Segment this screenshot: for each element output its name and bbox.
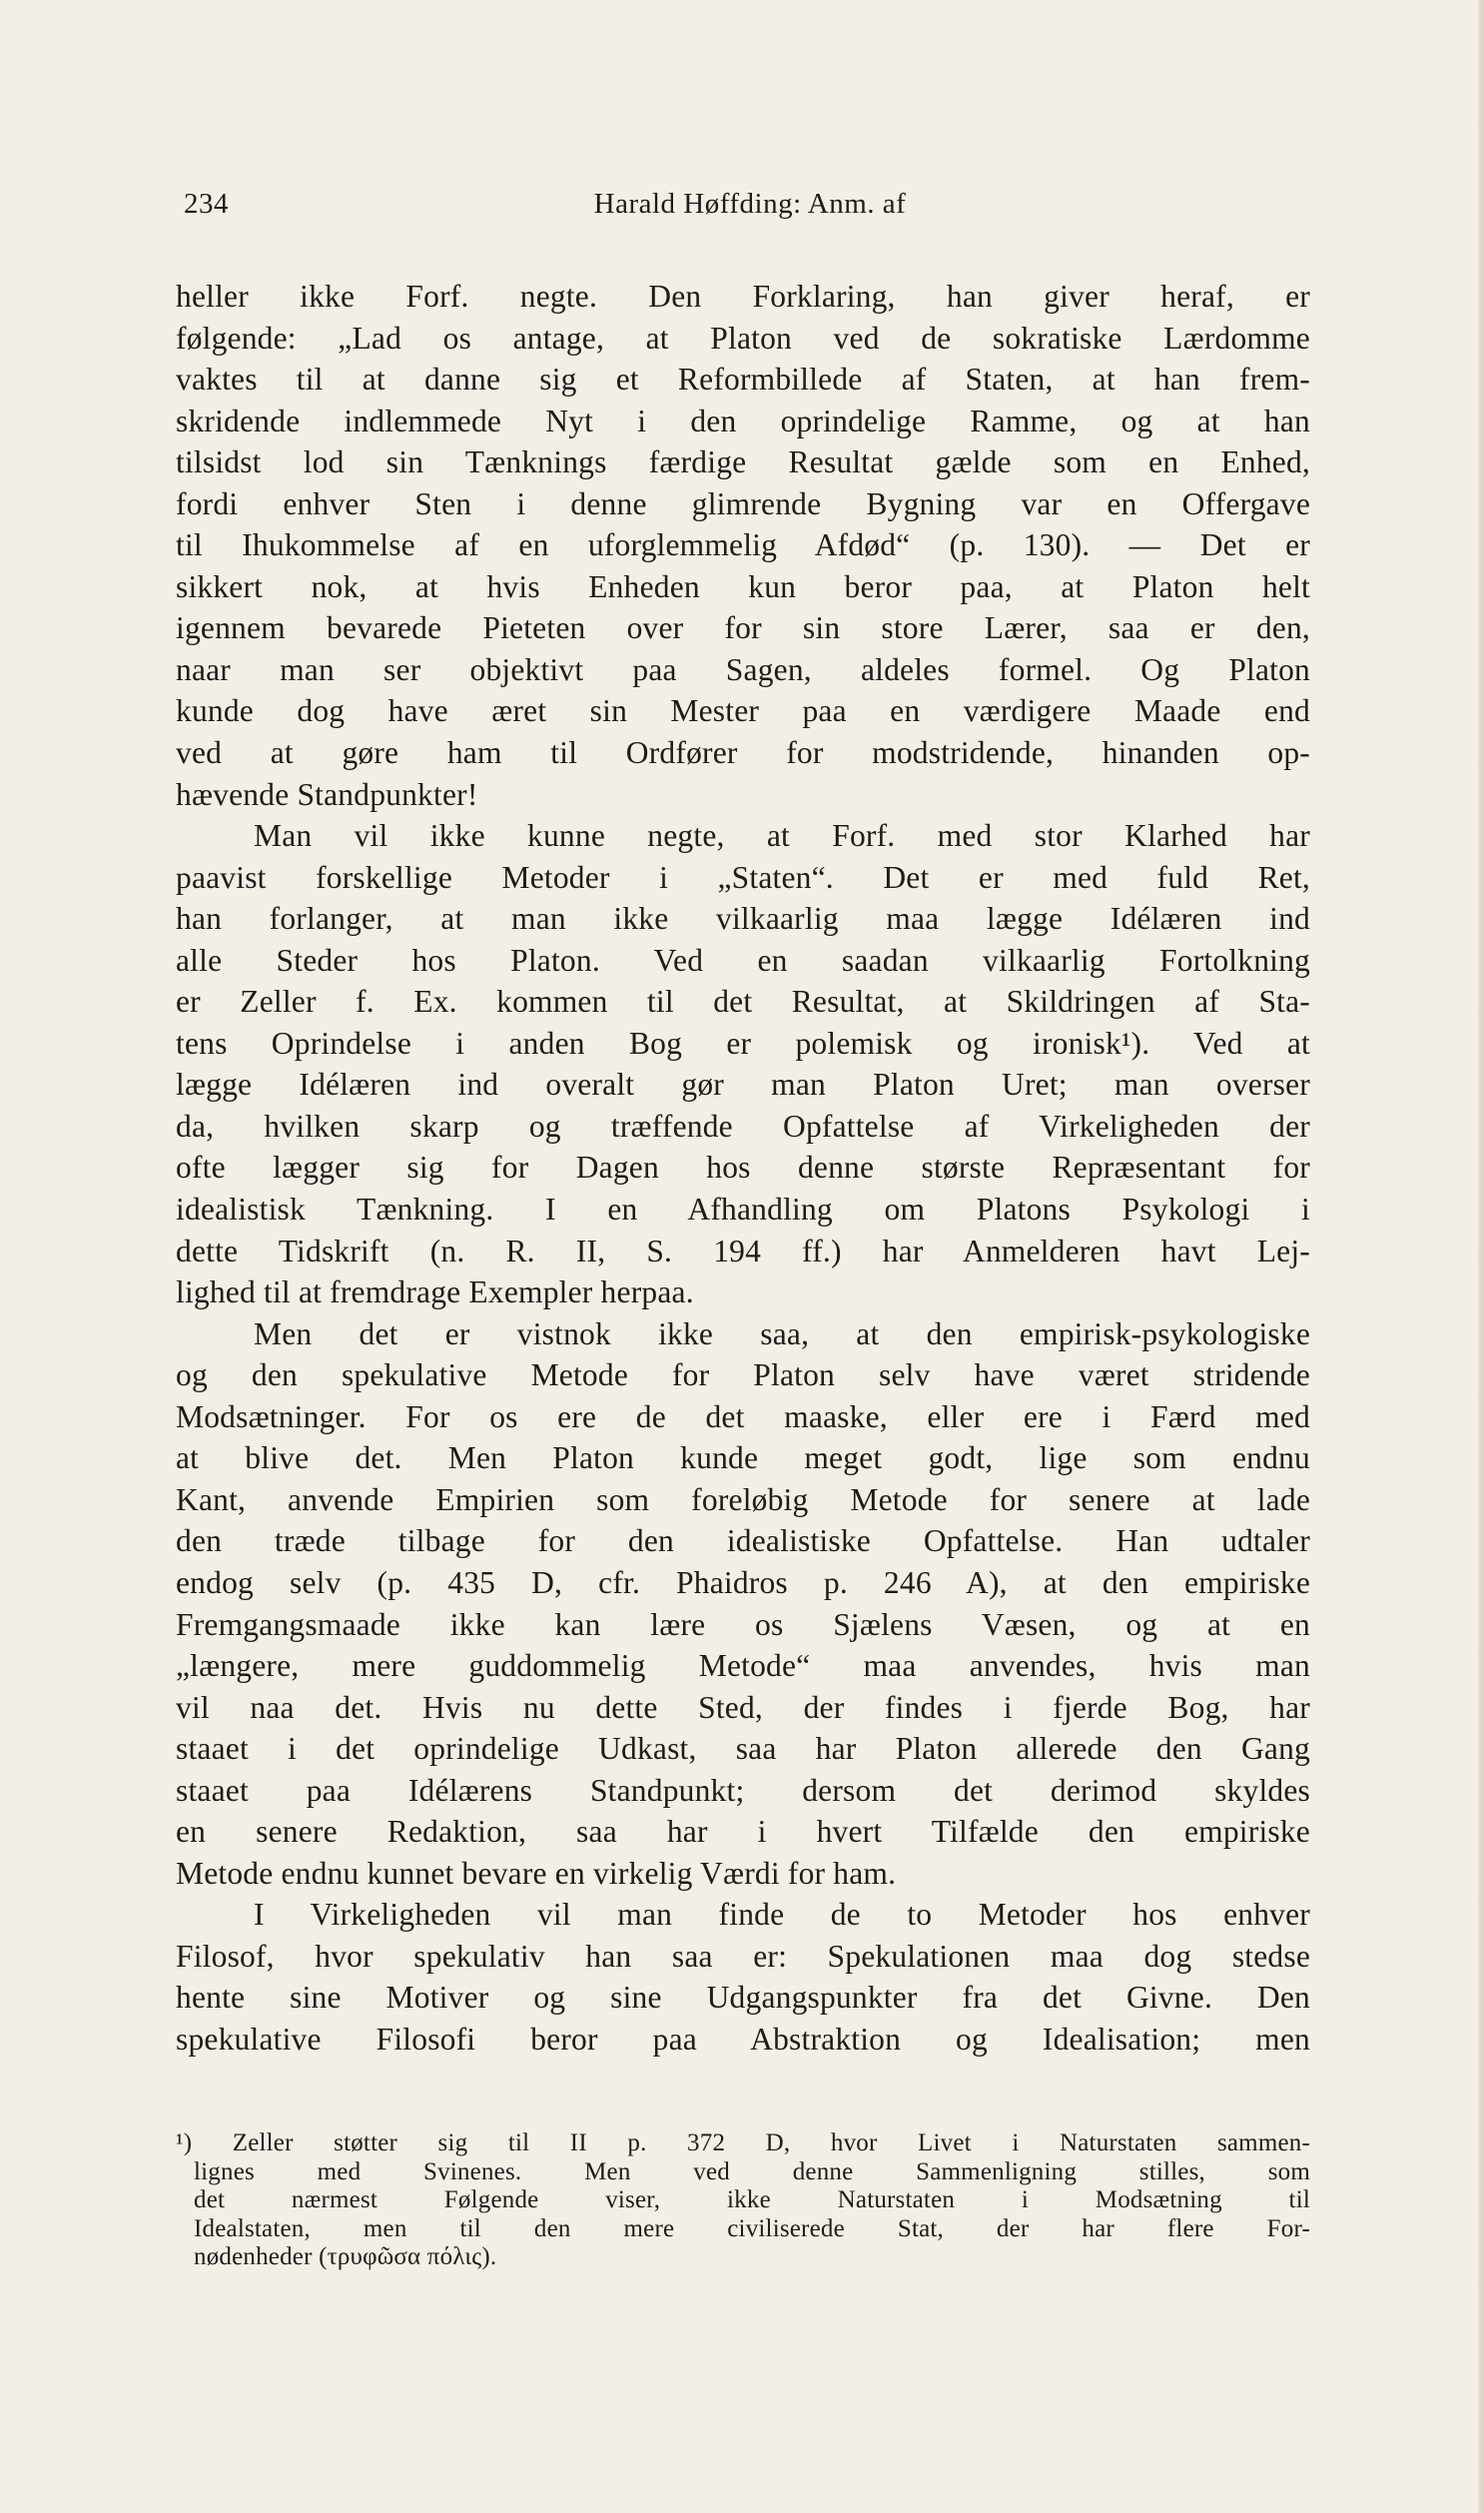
text-line: igennem bevarede Pieteten over for sin store Lærer, saa er den, — [176, 610, 1310, 646]
footnotes — [176, 2129, 1310, 2272]
text-line: spekulative Filosofi beror paa Abstraktion og Idealisation; men — [176, 2021, 1310, 2057]
text-line: til Ihukommelse af en uforglemmelig Afdød“ (p. 130). — Det er — [176, 527, 1310, 563]
text-line: er Zeller f. Ex. kommen til det Resultat, at Skildringen af Sta- — [176, 984, 1310, 1020]
text-line: Fremgangsmaade ikke kan lære os Sjælens Væsen, og at en — [176, 1606, 1310, 1642]
text-line: da, hvilken skarp og træffende Opfattelse af Virkeligheden der — [176, 1108, 1310, 1144]
text-line: og den spekulative Metode for Platon selv have været stridende — [176, 1357, 1310, 1393]
text-line: skridende indlemmede Nyt i den oprindelige Ramme, og at han — [176, 403, 1310, 438]
footnote-line: lignes med Svinenes. Men ved denne Sammenligning stilles, som — [194, 2157, 1310, 2185]
text-line: fordi enhver Sten i denne glimrende Bygning var en Offergave — [176, 485, 1310, 521]
text-line: vaktes til at danne sig et Reformbillede af Staten, at han frem- — [176, 362, 1310, 398]
text-line: dette Tidskrift (n. R. II, S. 194 ff.) har Anmelderen havt Lej- — [176, 1233, 1310, 1268]
footnote-line: det nærmest Følgende viser, ikke Naturstaten i Modsætning til — [194, 2186, 1310, 2214]
running-title: Harald Høffding: Anm. af — [593, 188, 907, 220]
body-text — [176, 276, 1310, 2061]
text-line: at blive det. Men Platon kunde meget godt, lige som endnu — [176, 1440, 1310, 1476]
text-line: staaet paa Idélærens Standpunkt; dersom det derimod skyldes — [176, 1772, 1310, 1808]
text-line: lighed til at fremdrage Exempler herpaa. — [176, 1274, 694, 1310]
page-header — [184, 188, 1316, 232]
text-line: tens Oprindelse i anden Bog er polemisk og ironisk¹). Ved at — [176, 1025, 1310, 1061]
text-line: hævende Standpunkter! — [176, 776, 478, 812]
text-line: Metode endnu kunnet bevare en virkelig Værdi for ham. — [176, 1855, 897, 1891]
text-line: alle Steder hos Platon. Ved en saadan vilkaarlig Fortolkning — [176, 942, 1310, 978]
text-line: vil naa det. Hvis nu dette Sted, der findes i fjerde Bog, har — [176, 1689, 1310, 1725]
text-line: tilsidst lod sin Tænknings færdige Resultat gælde som en Enhed, — [176, 444, 1310, 480]
footnote-line: nødenheder (τρυφῶσα πόλις). — [194, 2243, 497, 2271]
text-line: Man vil ikke kunne negte, at Forf. med stor Klarhed har — [254, 818, 1310, 854]
text-line: I Virkeligheden vil man finde de to Metoder hos enhver — [254, 1897, 1310, 1933]
text-line: hente sine Motiver og sine Udgangspunkter fra det Givne. Den — [176, 1980, 1310, 2016]
text-line: paavist forskellige Metoder i „Staten“. Det er med fuld Ret, — [176, 859, 1310, 895]
text-line: lægge Idélæren ind overalt gør man Platon Uret; man overser — [176, 1067, 1310, 1103]
footnote-line: ¹) Zeller støtter sig til II p. 372 D, hvor Livet i Naturstaten sammen- — [176, 2129, 1310, 2156]
text-line: den træde tilbage for den idealistiske Opfattelse. Han udtaler — [176, 1523, 1310, 1559]
text-line: endog selv (p. 435 D, cfr. Phaidros p. 246 A), at den empiriske — [176, 1564, 1310, 1600]
text-line: ofte lægger sig for Dagen hos denne største Repræsentant for — [176, 1150, 1310, 1186]
text-line: heller ikke Forf. negte. Den Forklaring, han giver heraf, er — [176, 279, 1310, 314]
text-line: en senere Redaktion, saa har i hvert Tilfælde den empiriske — [176, 1814, 1310, 1850]
text-line: Men det er vistnok ikke saa, at den empirisk-psykologiske — [254, 1315, 1310, 1351]
footnote-line: Idealstaten, men til den mere civiliserede Stat, der har flere For- — [194, 2214, 1310, 2242]
text-line: naar man ser objektivt paa Sagen, aldeles formel. Og Platon — [176, 651, 1310, 687]
text-line: idealistisk Tænkning. I en Afhandling om Platons Psykologi i — [176, 1192, 1310, 1228]
page-number: 234 — [184, 188, 229, 220]
text-line: staaet i det oprindelige Udkast, saa har Platon allerede den Gang — [176, 1731, 1310, 1767]
text-line: følgende: „Lad os antage, at Platon ved de sokratiske Lærdomme — [176, 320, 1310, 356]
text-line: Modsætninger. For os ere de det maaske, eller ere i Færd med — [176, 1398, 1310, 1434]
text-line: Filosof, hvor spekulativ han saa er: Spekulationen maa dog stedse — [176, 1938, 1310, 1974]
text-line: han forlanger, at man ikke vilkaarlig maa lægge Idélæren ind — [176, 901, 1310, 937]
text-line: „længere, mere guddommelig Metode“ maa anvendes, hvis man — [176, 1648, 1310, 1684]
text-line: Kant, anvende Empirien som foreløbig Metode for senere at lade — [176, 1481, 1310, 1517]
page-edge — [1478, 0, 1484, 2513]
text-line: ved at gøre ham til Ordfører for modstridende, hinanden op- — [176, 735, 1310, 771]
text-line: kunde dog have æret sin Mester paa en værdigere Maade end — [176, 693, 1310, 729]
text-line: sikkert nok, at hvis Enheden kun beror paa, at Platon helt — [176, 568, 1310, 604]
